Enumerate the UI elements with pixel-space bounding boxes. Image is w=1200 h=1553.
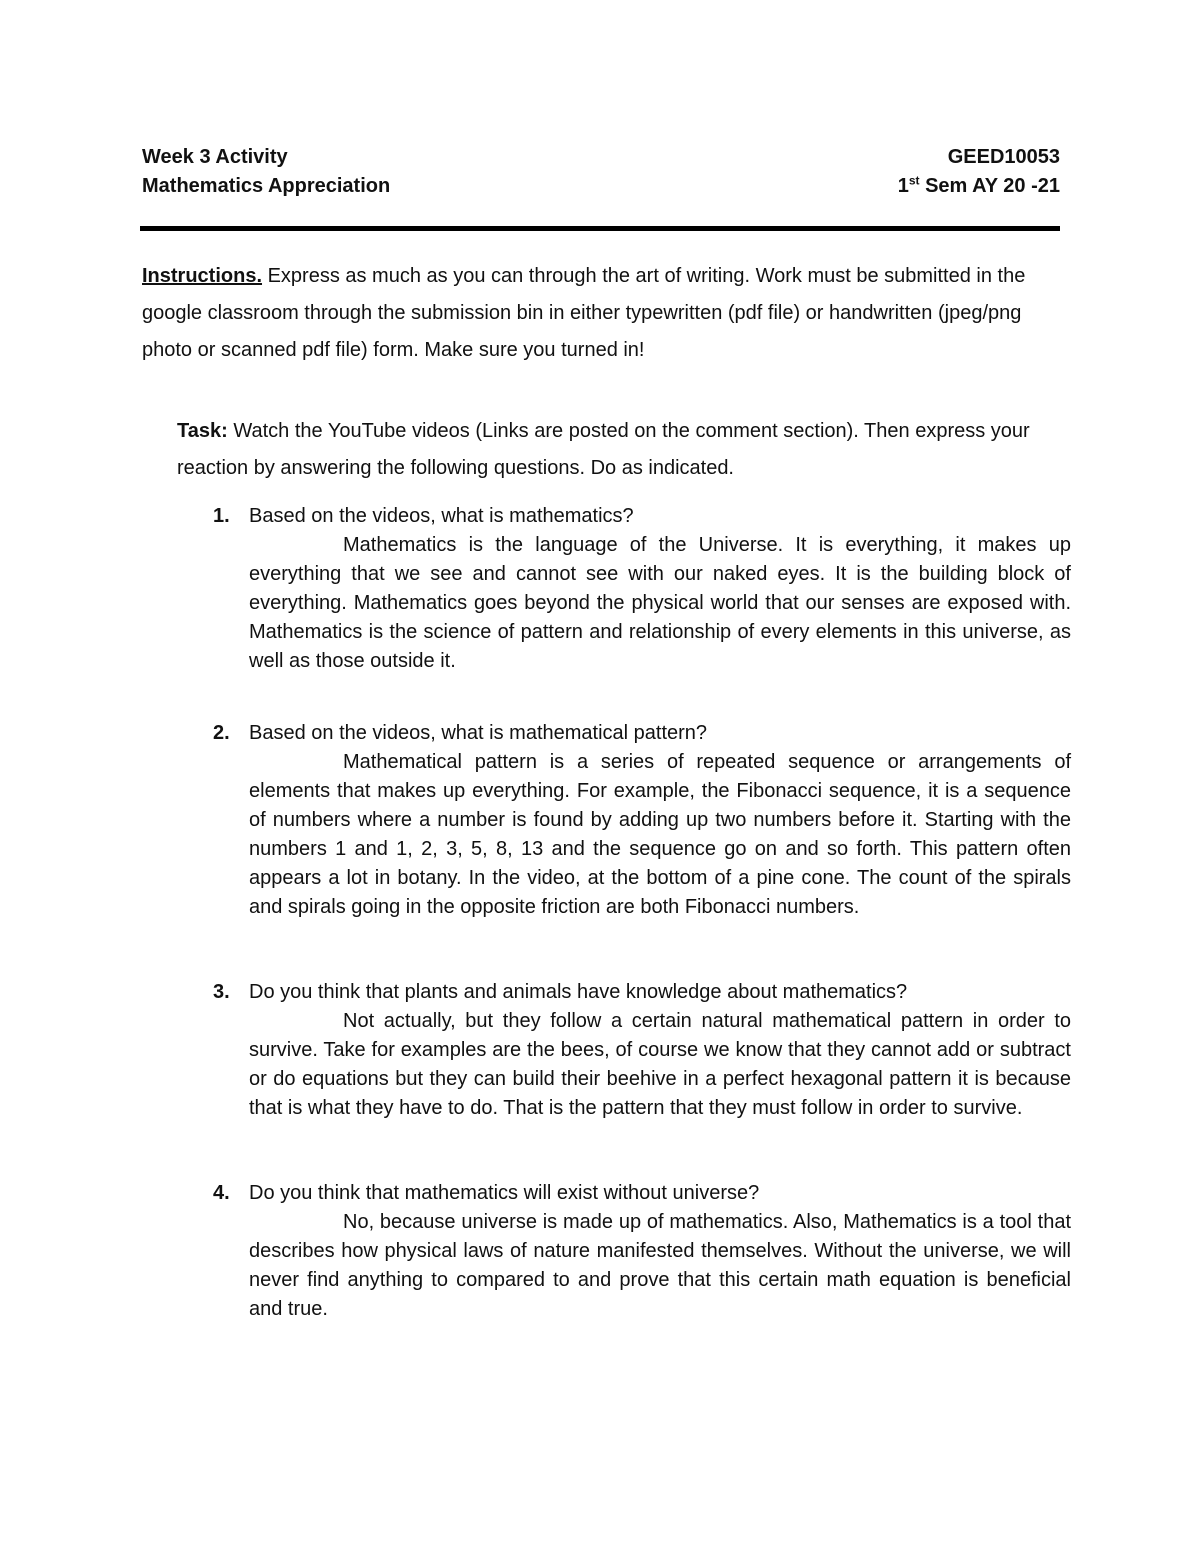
question-item-3 bbox=[213, 978, 1071, 1123]
instructions-paragraph bbox=[142, 258, 1062, 369]
question-text: Do you think that mathematics will exist without universe? bbox=[249, 1182, 760, 1204]
question-item-4 bbox=[213, 1179, 1071, 1324]
question-number: 1. bbox=[213, 505, 230, 527]
answer-text: Mathematics is the language of the Universe. It is everything, it makes up everything that we see and cannot see with our naked eyes. It is the building block of everything. Mathematics goes beyond the physical world that our senses are exposed with. Mathematics is the science of pattern and relationship of every elements in this universe, as well as those outside it. bbox=[249, 534, 1071, 672]
header-row-2 bbox=[142, 172, 1060, 201]
instructions-label: Instructions. bbox=[142, 265, 263, 287]
question-text: Do you think that plants and animals have knowledge about mathematics? bbox=[249, 981, 908, 1003]
question-text: Based on the videos, what is mathematical pattern? bbox=[249, 722, 708, 744]
answer-text: No, because universe is made up of mathematics. Also, Mathematics is a tool that describes how physical laws of nature manifested themselves. Without the universe, we will never find anything to compared to and prove that this certain math equation is beneficial and true. bbox=[249, 1211, 1071, 1320]
question-number: 2. bbox=[213, 722, 230, 744]
question-number: 4. bbox=[213, 1182, 230, 1204]
activity-title: Week 3 Activity bbox=[142, 146, 288, 168]
question-item-2 bbox=[213, 719, 1071, 922]
answer-text: Mathematical pattern is a series of repeated sequence or arrangements of elements that makes up everything. For example, the Fibonacci sequence, it is a sequence of numbers where a number is found by adding up two numbers before it. Starting with the numbers 1 and 1, 2, 3, 5, 8, 13 and the sequence go on and so forth. This pattern often appears a lot in botany. In the video, at the bottom of a pine cone. The count of the spirals and spirals going in the opposite friction are both Fibonacci numbers. bbox=[249, 751, 1071, 918]
answer-text: Not actually, but they follow a certain natural mathematical pattern in order to survive. Take for examples are the bees, of course we know that they cannot add or subtract or do equations but they can build their beehive in a perfect hexagonal pattern it is because that is what they have to do. That is the pattern that they must follow in order to survive. bbox=[249, 1010, 1071, 1119]
header-divider bbox=[140, 226, 1060, 231]
instructions-text: Express as much as you can through the art of writing. Work must be submitted in the google classroom through the submission bin in either typewritten (pdf file) or handwritten (jpeg/png photo or scanned pdf file) form. Make sure you turned in! bbox=[142, 265, 1026, 361]
question-text: Based on the videos, what is mathematics? bbox=[249, 505, 634, 527]
task-paragraph bbox=[177, 413, 1057, 487]
header-row-1 bbox=[142, 143, 1060, 172]
semester-label: 1st Sem AY 20 -21 bbox=[897, 173, 1060, 197]
document-header bbox=[142, 143, 1060, 201]
question-item-1 bbox=[213, 502, 1071, 676]
task-text: Watch the YouTube videos (Links are posted on the comment section). Then express your reaction by answering the following questions. Do as indicated. bbox=[177, 420, 1030, 479]
course-title: Mathematics Appreciation bbox=[142, 175, 391, 197]
question-number: 3. bbox=[213, 981, 230, 1003]
task-label: Task: bbox=[177, 420, 228, 442]
course-code: GEED10053 bbox=[947, 146, 1060, 168]
